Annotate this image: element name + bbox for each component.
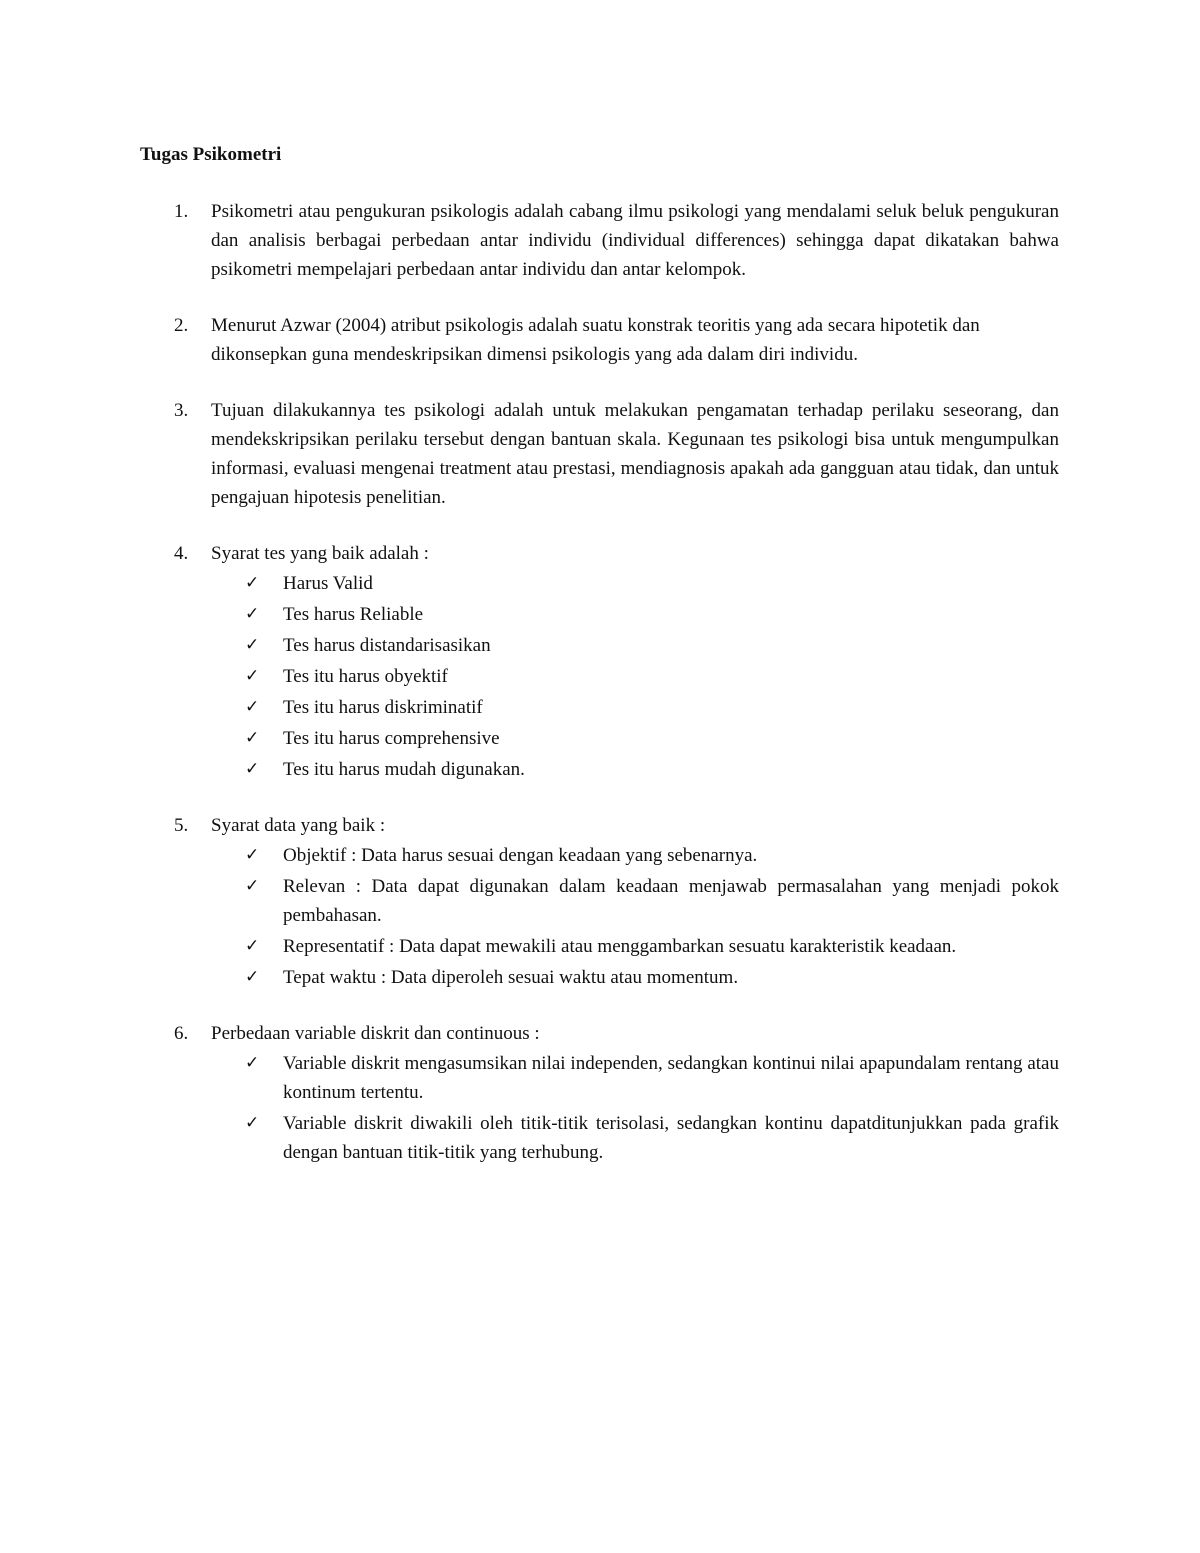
checklist-item [0, 963, 1200, 992]
checkmark-icon: ✓ [245, 635, 260, 655]
checklist-item [0, 755, 1200, 784]
checklist-item [0, 1049, 1200, 1107]
checklist-item [0, 662, 1200, 691]
document-title: Tugas Psikometri [140, 144, 282, 165]
checklist-item [0, 1109, 1200, 1167]
checklist-item-text: Representatif : Data dapat mewakili atau menggambarkan sesuatu karakteristik keadaan. [283, 936, 957, 957]
checklist-item [0, 932, 1200, 961]
item-number: 1. [174, 201, 189, 222]
list-item-5 [0, 811, 1200, 992]
checklist-item-text: Relevan : Data dapat digunakan dalam keadaan menjawab permasalahan yang menjadi pokok pembahasan. [283, 876, 1059, 926]
numbered-list [0, 197, 1200, 1194]
checklist-item [0, 724, 1200, 753]
item-text: Perbedaan variable diskrit dan continuous : [211, 1023, 540, 1044]
item-text: Syarat tes yang baik adalah : [211, 543, 429, 564]
checklist [0, 1049, 1200, 1167]
checkmark-icon: ✓ [245, 666, 260, 686]
checklist-item-text: Tepat waktu : Data diperoleh sesuai waktu atau momentum. [283, 967, 739, 988]
checklist-item [0, 631, 1200, 660]
item-number: 6. [174, 1023, 189, 1044]
checklist-item [0, 600, 1200, 629]
checkmark-icon: ✓ [245, 573, 260, 593]
checkmark-icon: ✓ [245, 845, 260, 865]
checklist-item-text: Tes itu harus diskriminatif [283, 697, 483, 718]
list-item-3 [0, 396, 1200, 512]
item-text: Psikometri atau pengukuran psikologis adalah cabang ilmu psikologi yang mendalami seluk beluk pengukuran dan analisis berbagai perbedaan antar individu (individual differences) sehingga dapat dikatakan bahwa psikometri mempelajari perbedaan antar individu dan antar kelompok. [211, 201, 1059, 280]
checklist-item-text: Objektif : Data harus sesuai dengan keadaan yang sebenarnya. [283, 845, 758, 866]
item-text: Tujuan dilakukannya tes psikologi adalah untuk melakukan pengamatan terhadap perilaku seseorang, dan mendekskripsikan perilaku tersebut dengan bantuan skala. Kegunaan tes psikologi bisa untuk mengumpulkan informasi, evaluasi mengenai treatment atau prestasi, mendiagnosis apakah ada gangguan atau tidak, dan untuk pengajuan hipotesis penelitian. [211, 400, 1059, 508]
item-text: Menurut Azwar (2004) atribut psikologis adalah suatu konstrak teoritis yang ada secara hipotetik dan dikonsepkan guna mendeskripsikan dimensi psikologis yang ada dalam diri individu. [211, 315, 980, 365]
item-number: 2. [174, 315, 189, 336]
list-item-6 [0, 1019, 1200, 1167]
item-text: Syarat data yang baik : [211, 815, 386, 836]
checkmark-icon: ✓ [245, 936, 260, 956]
checkmark-icon: ✓ [245, 604, 260, 624]
checkmark-icon: ✓ [245, 1053, 260, 1073]
checklist [0, 841, 1200, 992]
checklist-item-text: Variable diskrit diwakili oleh titik-titik terisolasi, sedangkan kontinu dapatditunjukkan pada grafik dengan bantuan titik-titik yang terhubung. [283, 1113, 1059, 1163]
checklist-item [0, 569, 1200, 598]
item-number: 5. [174, 815, 189, 836]
checklist-item-text: Tes harus Reliable [283, 604, 424, 625]
checklist-item-text: Tes itu harus comprehensive [283, 728, 500, 749]
checklist-item-text: Tes itu harus obyektif [283, 666, 448, 687]
checklist-item [0, 872, 1200, 930]
item-number: 4. [174, 543, 189, 564]
checklist-item [0, 841, 1200, 870]
list-item-2 [0, 311, 1200, 369]
checkmark-icon: ✓ [245, 759, 260, 779]
checklist-item-text: Harus Valid [283, 573, 373, 594]
checkmark-icon: ✓ [245, 728, 260, 748]
checklist [0, 569, 1200, 784]
list-item-4 [0, 539, 1200, 784]
checklist-item [0, 693, 1200, 722]
checkmark-icon: ✓ [245, 697, 260, 717]
checklist-item-text: Variable diskrit mengasumsikan nilai independen, sedangkan kontinui nilai apapundalam rentang atau kontinum tertentu. [283, 1053, 1059, 1103]
list-item-1 [0, 197, 1200, 284]
item-number: 3. [174, 400, 189, 421]
checklist-item-text: Tes itu harus mudah digunakan. [283, 759, 525, 780]
checkmark-icon: ✓ [245, 876, 260, 896]
checklist-item-text: Tes harus distandarisasikan [283, 635, 491, 656]
checkmark-icon: ✓ [245, 1113, 260, 1133]
checkmark-icon: ✓ [245, 967, 260, 987]
